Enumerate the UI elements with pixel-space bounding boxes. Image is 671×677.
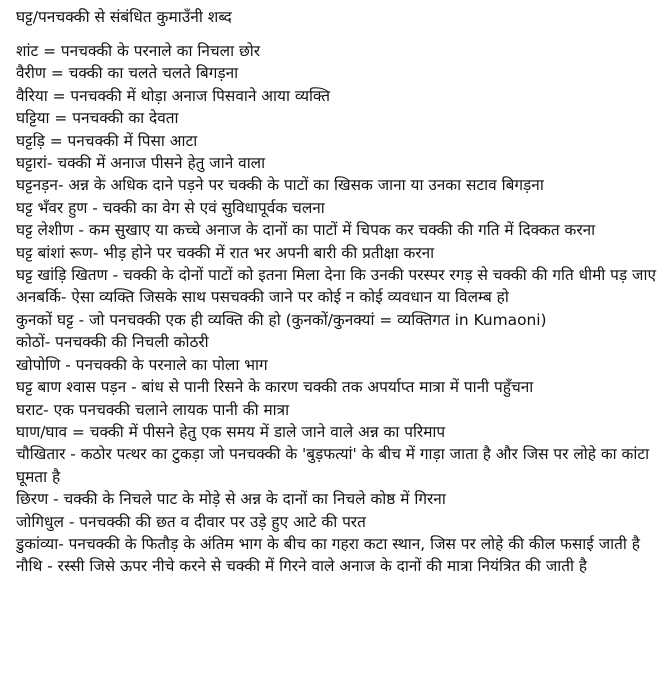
glossary-entry: घट्टड़ि = पनचक्की में पिसा आटा [16, 131, 198, 150]
glossary-entry: अनबर्कि- ऐसा व्यक्ति जिसके साथ पसचक्की जाने पर कोई न कोई व्यवधान या विलम्ब हो [16, 288, 509, 307]
glossary-list [16, 40, 657, 578]
glossary-entry: घट्ट भँवर हुण - चक्की का वेग से एवं सुविधापूर्वक चलना [16, 198, 325, 217]
glossary-entry: वैरिया = पनचक्की में थोड़ा अनाज पिसवाने आया व्यक्ति [16, 86, 331, 105]
glossary-entry: घट्टिया = पनचक्की का देवता [16, 109, 179, 128]
glossary-entry: खोपोणि - पनचक्की के परनाले का पोला भाग [16, 355, 268, 374]
glossary-entry: वैरीण = चक्की का चलते चलते बिगड़ना [16, 64, 239, 83]
glossary-entry: घट्ट खांड़ि खितण - चक्की के दोनों पाटों को इतना मिला देना कि उनकी परस्पर रगड़ से चक्की की गति धीमी पड़ जाए [16, 266, 656, 285]
glossary-entry: घराट- एक पनचक्की चलाने लायक पानी की मात्रा [16, 400, 290, 419]
glossary-entry: घट्ट लेशीण - कम सुखाए या कच्चे अनाज के दानों का पाटों में चिपक कर चक्की की गति में दिक्कत करना [16, 221, 596, 240]
glossary-entry: कुनकों घट्ट - जो पनचक्की एक ही व्यक्ति की हो (कुनकों/कुनक्यां = व्यक्तिगत in Kumaoni) [16, 310, 547, 329]
glossary-entry: डुकांव्या- पनचक्की के फितौड़ के अंतिम भाग के बीच का गहरा कटा स्थान, जिस पर लोहे की कील फसाई जाती है [16, 534, 640, 553]
glossary-entry: नौथि - रस्सी जिसे ऊपर नीचे करने से चक्की में गिरने वाले अनाज के दानों की मात्रा नियंत्रित की जाती है [16, 557, 588, 576]
glossary-entry: घट्ट बांशां रूण- भीड़ होने पर चक्की में रात भर अपनी बारी की प्रतीक्षा करना [16, 243, 435, 262]
glossary-entry: घट्टनड़न- अन्न के अधिक दाने पड़ने पर चक्की के पाटों का खिसक जाना या उनका सटाव बिगड़ना [16, 176, 544, 195]
glossary-entry: घट्ट बाण श्वास पड़न - बांध से पानी रिसने के कारण चक्की तक अपर्याप्त मात्रा में पानी पहुँचना [16, 378, 534, 397]
glossary-entry: चौखितार - कठोर पत्थर का टुकड़ा जो पनचक्की के 'बुड़फत्यां' के बीच में गाड़ा जाता है और जिस पर लोहे का कांटा घूमता है [16, 445, 650, 486]
glossary-entry: शांट = पनचक्की के परनाले का निचला छोर [16, 42, 261, 60]
page-title: घट्ट/पनचक्की से संबंधित कुमाउँनी शब्द [16, 8, 232, 26]
glossary-entry: कोठों- पनचक्की की निचली कोठरी [16, 333, 209, 352]
glossary-entry: घट्टारां- चक्की में अनाज पीसने हेतु जाने वाला [16, 154, 266, 173]
glossary-entry: छिरण - चक्की के निचले पाट के मोड़े से अन्न के दानों का निचले कोष्ठ में गिरना [16, 490, 446, 509]
glossary-entry: जोगिधुल - पनचक्की की छत व दीवार पर उड़े हुए आटे की परत [16, 512, 366, 531]
glossary-entry: घाण/घाव = चक्की में पीसने हेतु एक समय में डाले जाने वाले अन्न का परिमाप [16, 422, 446, 441]
